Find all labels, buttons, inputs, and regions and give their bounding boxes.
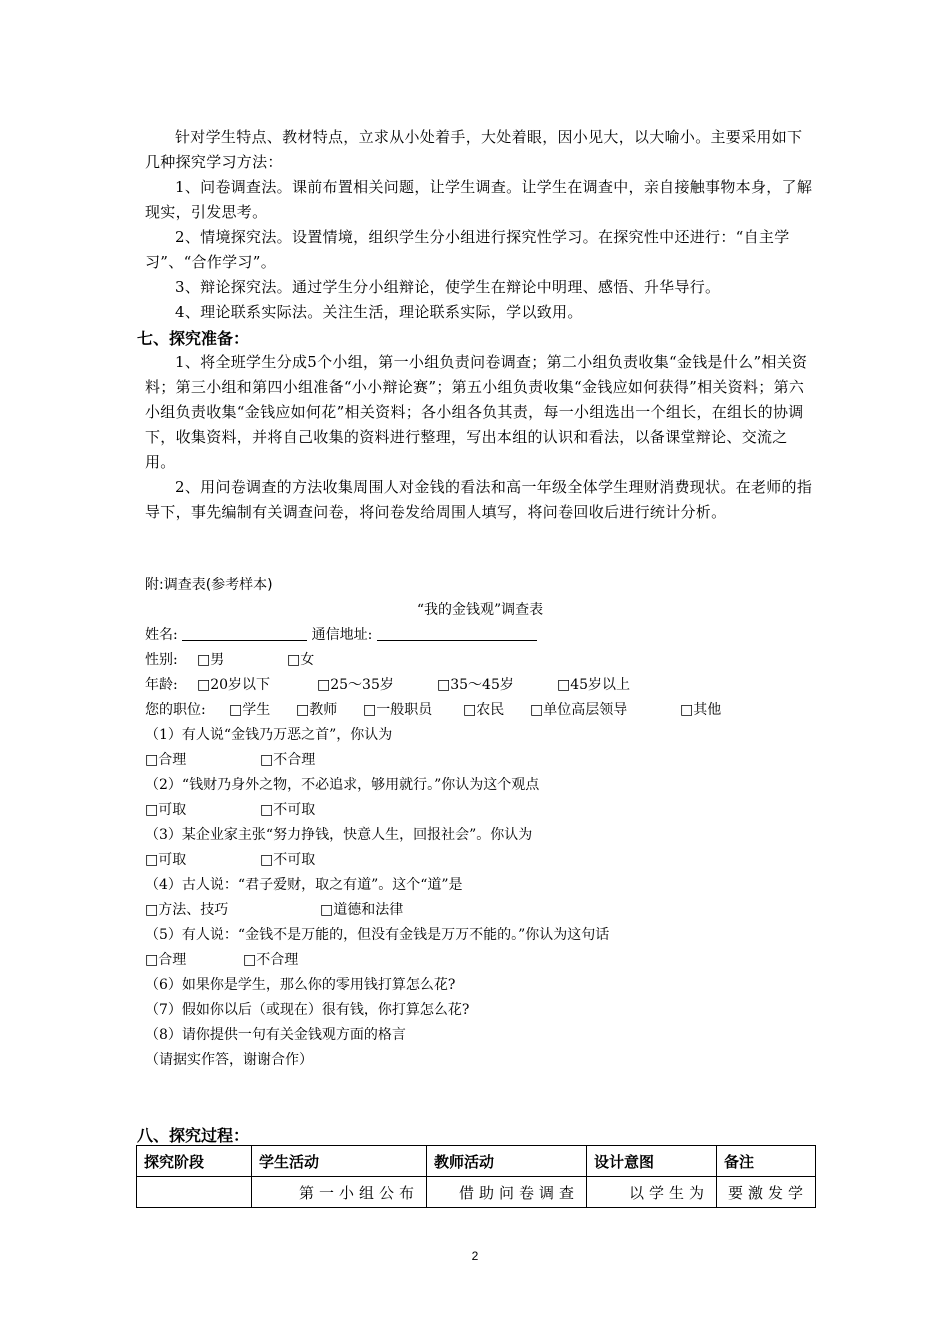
q2-option-acceptable[interactable]: □可取 <box>145 802 187 818</box>
q5-option-reasonable[interactable]: □合理 <box>145 952 187 968</box>
address-label: 通信地址: <box>311 627 373 643</box>
checkbox-staff[interactable]: □一般职员 <box>363 702 433 718</box>
q3-option-acceptable[interactable]: □可取 <box>145 852 187 868</box>
checkbox-age-25-35[interactable]: □25～35岁 <box>317 677 394 693</box>
q4-option-morality-law[interactable]: □道德和法律 <box>320 902 404 918</box>
gender-row <box>145 648 314 672</box>
checkbox-teacher[interactable]: □教师 <box>296 702 338 718</box>
checkbox-male[interactable]: □男 <box>197 652 225 668</box>
q1-option-reasonable[interactable]: □合理 <box>145 752 187 768</box>
question-4-options <box>145 898 403 922</box>
checkbox-female[interactable]: □女 <box>287 652 315 668</box>
question-6: （6）如果你是学生，那么你的零用钱打算怎么花? <box>145 977 456 993</box>
name-address-row <box>145 623 537 647</box>
job-row <box>145 698 721 722</box>
method-3: 3、辩论探究法。通过学生分小组辩论，使学生在辩论中明理、感悟、升华导行。 <box>175 278 721 296</box>
question-5-options <box>145 948 298 972</box>
page-number: 2 <box>471 1249 479 1263</box>
q3-option-unacceptable[interactable]: □不可取 <box>260 852 316 868</box>
question-4: （4）古人说：“君子爱财，取之有道”。这个“道”是 <box>145 877 463 893</box>
cell-student-activity: 第一小组公布 <box>252 1177 427 1208</box>
method-4: 4、理论联系实际法。关注生活，理论联系实际，学以致用。 <box>175 303 583 321</box>
section-8-heading: 八、探究过程： <box>137 1126 250 1145</box>
appendix-label: 附:调查表(参考样本) <box>145 577 273 593</box>
question-8: （8）请你提供一句有关金钱观方面的格言 <box>145 1027 406 1043</box>
method-1: 1、问卷调查法。课前布置相关问题，让学生调查。让学生在调查中，亲自接触事物本身，了解现实，引发思考。 <box>145 178 813 221</box>
question-3: （3）某企业家主张“努力挣钱，快意人生，回报社会”。你认为 <box>145 827 533 843</box>
prep-paragraph-1: 1、将全班学生分成5个小组，第一小组负责问卷调查；第二小组负责收集“金钱是什么”相关资料；第三小组和第四小组准备“小小辩论赛”；第五小组负责收集“金钱应如何获得”相关资料；第六小组负责收集“金钱应如何花”相关资料；各小组各负其责，每一小组选出一个组长，在组长的协调下，收集资料，并将自己收集的资料进行整理，写出本组的认识和看法，以备课堂辩论、交流之用。 <box>145 353 808 471</box>
q5-option-unreasonable[interactable]: □不合理 <box>243 952 299 968</box>
header-notes: 备注 <box>717 1146 816 1177</box>
process-table <box>136 1145 816 1208</box>
method-2: 2、情境探究法。设置情境，组织学生分小组进行探究性学习。在探究性中还进行：“自主学习”、“合作学习”。 <box>145 228 790 271</box>
survey-title: “我的金钱观”调查表 <box>416 602 544 618</box>
prep-paragraph-2: 2、用问卷调查的方法收集周围人对金钱的看法和高一年级全体学生理财消费现状。在老师的指导下，事先编制有关调查问卷，将问卷发给周围人填写，将问卷回收后进行统计分析。 <box>145 478 813 521</box>
checkbox-age-over-45[interactable]: □45岁以上 <box>557 677 631 693</box>
q2-option-unacceptable[interactable]: □不可取 <box>260 802 316 818</box>
name-label: 姓名: <box>145 627 178 643</box>
question-3-options <box>145 848 315 872</box>
question-7: （7）假如你以后（或现在）很有钱，你打算怎么花? <box>145 1002 470 1018</box>
cell-stage <box>137 1177 252 1208</box>
gender-label: 性别: <box>145 652 178 668</box>
survey-closing: （请据实作答，谢谢合作） <box>145 1052 313 1068</box>
checkbox-farmer[interactable]: □农民 <box>463 702 505 718</box>
section-7-heading: 七、探究准备： <box>137 329 250 348</box>
question-1: （1）有人说“金钱乃万恶之首”，你认为 <box>145 727 393 743</box>
intro-paragraph: 针对学生特点、教材特点，立求从小处着手，大处着眼，因小见大，以大喻小。主要采用如下几种探究学习方法： <box>145 128 803 171</box>
cell-teacher-activity: 借助问卷调查 <box>427 1177 587 1208</box>
job-label: 您的职位: <box>145 702 206 718</box>
checkbox-senior-leader[interactable]: □单位高层领导 <box>530 702 628 718</box>
checkbox-age-35-45[interactable]: □35～45岁 <box>437 677 514 693</box>
header-teacher-activity: 教师活动 <box>427 1146 587 1177</box>
cell-design-intent: 以学生为 <box>587 1177 717 1208</box>
q4-option-methods[interactable]: □方法、技巧 <box>145 902 229 918</box>
age-label: 年龄: <box>145 677 178 693</box>
age-row <box>145 673 630 697</box>
header-stage: 探究阶段 <box>137 1146 252 1177</box>
name-field[interactable] <box>182 626 307 641</box>
checkbox-age-under-20[interactable]: □20岁以下 <box>197 677 271 693</box>
header-student-activity: 学生活动 <box>252 1146 427 1177</box>
header-design-intent: 设计意图 <box>587 1146 717 1177</box>
question-5: （5）有人说：“金钱不是万能的，但没有金钱是万万不能的。”你认为这句话 <box>145 927 610 943</box>
table-header-row <box>137 1146 816 1177</box>
question-2: （2）“钱财乃身外之物，不必追求，够用就行。”你认为这个观点 <box>145 777 540 793</box>
checkbox-other[interactable]: □其他 <box>680 702 722 718</box>
address-field[interactable] <box>377 626 537 641</box>
table-row <box>137 1177 816 1208</box>
question-2-options <box>145 798 315 822</box>
q1-option-unreasonable[interactable]: □不合理 <box>260 752 316 768</box>
cell-notes: 要激发学 <box>717 1177 816 1208</box>
question-1-options <box>145 748 315 772</box>
checkbox-student[interactable]: □学生 <box>229 702 271 718</box>
